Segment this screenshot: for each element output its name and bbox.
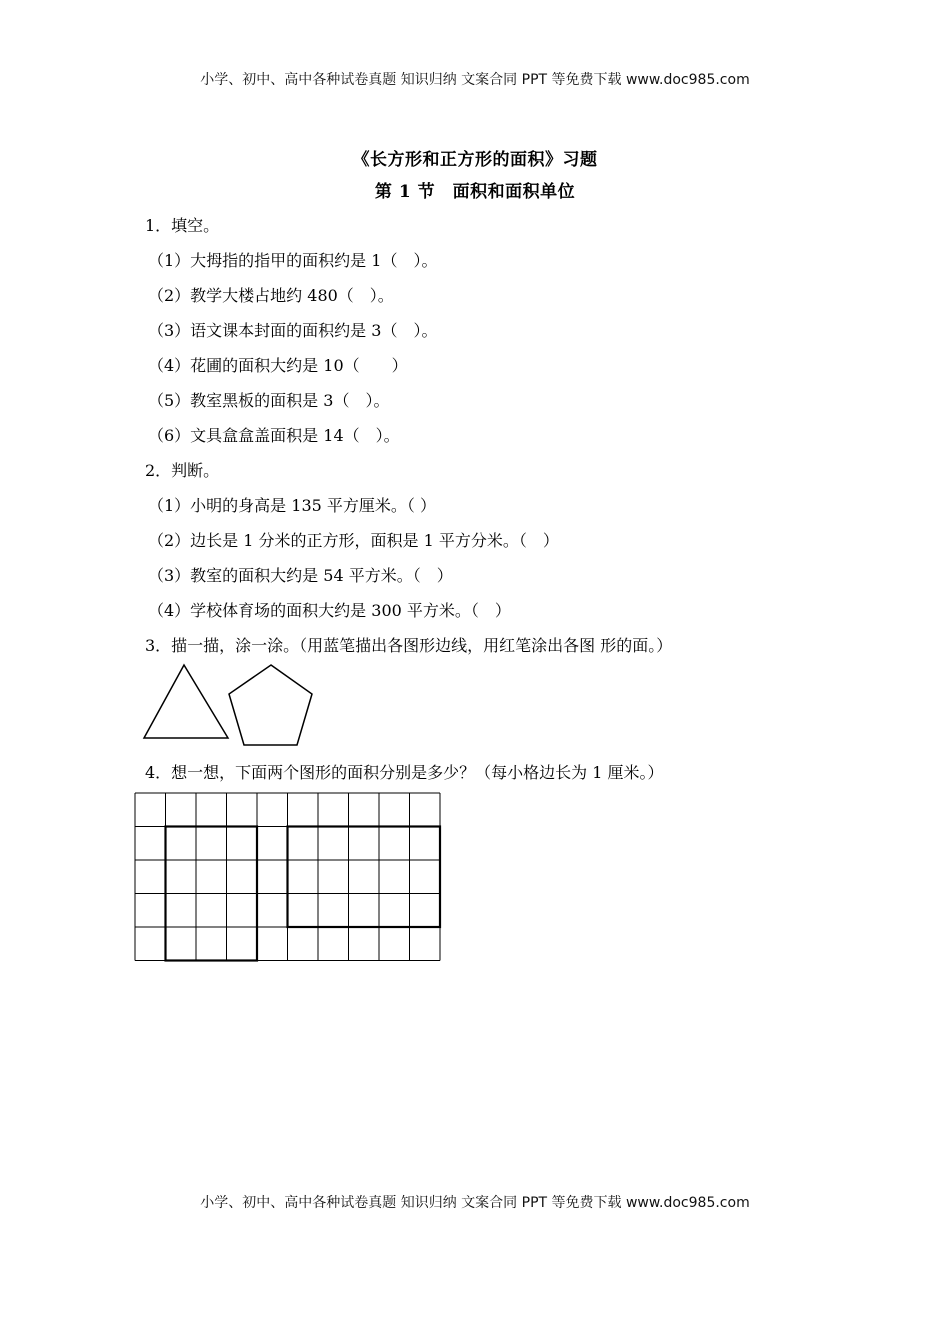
q2-item-1: （1）小明的身高是 135 平方厘米。（ ） (148, 496, 436, 515)
page-header: 小学、初中、高中各种试卷真题 知识归纳 文案合同 PPT 等免费下载 www.doc985.com (200, 72, 750, 88)
shapes-figure (140, 660, 320, 750)
q2-item-2: （2）边长是 1 分米的正方形，面积是 1 平方分米。（ ） (148, 531, 559, 550)
page-footer: 小学、初中、高中各种试卷真题 知识归纳 文案合同 PPT 等免费下载 www.doc985.com (200, 1195, 750, 1211)
q3-heading: 3．描一描，涂一涂。（用蓝笔描出各图形边线，用红笔涂出各图 形的面。） (145, 636, 673, 655)
q1-item-3: （3）语文课本封面的面积约是 3（ ）。 (148, 321, 438, 340)
pentagon-shape (229, 665, 312, 745)
triangle-shape (144, 665, 228, 738)
q4-heading: 4．想一想，下面两个图形的面积分别是多少？（每小格边长为 1 厘米。） (145, 763, 664, 782)
section-title: 第 1 节 面积和面积单位 (374, 182, 576, 202)
q2-heading: 2．判断。 (145, 461, 220, 480)
q1-item-6: （6）文具盒盒盖面积是 14（ ）。 (148, 426, 400, 445)
q1-heading: 1．填空。 (145, 216, 220, 235)
q1-item-1: （1）大拇指的指甲的面积约是 1（ ）。 (148, 251, 438, 270)
rectangle-b (288, 827, 441, 928)
q2-item-3: （3）教室的面积大约是 54 平方米。（ ） (148, 566, 453, 585)
grid-figure (134, 792, 444, 964)
q2-item-4: （4）学校体育场的面积大约是 300 平方米。（ ） (148, 601, 511, 620)
q1-item-4: （4）花圃的面积大约是 10（ ） (148, 356, 408, 375)
q1-item-5: （5）教室黑板的面积是 3（ ）。 (148, 391, 390, 410)
worksheet-title: 《长方形和正方形的面积》习题 (352, 150, 598, 170)
q1-item-2: （2）教学大楼占地约 480（ ）。 (148, 286, 394, 305)
